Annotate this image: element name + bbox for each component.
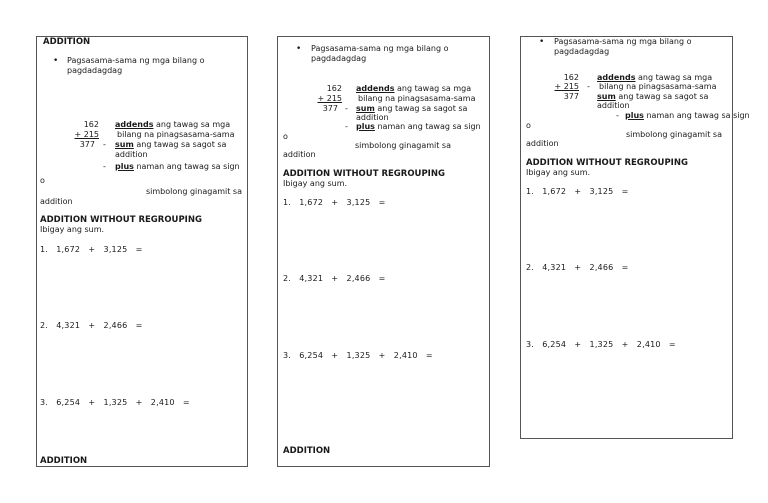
note-plus-text: naman ang tawag sa sign: [377, 122, 481, 131]
bullet-icon: •: [296, 44, 302, 54]
problem-2: 2. 4,321 + 2,466 =: [283, 274, 386, 283]
note-addends: [115, 120, 230, 130]
symbol-text: simbolong ginagamit sa: [355, 141, 451, 150]
term-plus: plus: [625, 111, 644, 120]
term-addends: addends: [597, 73, 636, 82]
dash-marker: -: [345, 122, 348, 131]
example-addend-1: 162: [326, 84, 342, 93]
addition-word: addition: [40, 197, 73, 206]
note-sum: [115, 140, 226, 150]
problem-2: 2. 4,321 + 2,466 =: [40, 321, 143, 330]
example-sum: 377: [79, 140, 95, 149]
footer-title: ADDITION: [40, 456, 88, 466]
section-heading: ADDITION WITHOUT REGROUPING: [283, 169, 445, 179]
bullet-icon: •: [539, 37, 545, 47]
symbol-text: simbolong ginagamit sa: [626, 130, 722, 139]
panel-title: ADDITION: [43, 37, 91, 47]
addition-word: addition: [283, 150, 316, 159]
bullet-icon: •: [53, 56, 59, 66]
problem-3: 3. 6,254 + 1,325 + 2,410 =: [283, 351, 433, 360]
term-plus: plus: [115, 162, 134, 171]
stray-o: o: [526, 121, 531, 130]
worksheet-panel-1: [36, 36, 248, 467]
example-sum: 377: [322, 104, 338, 113]
footer-title: ADDITION: [283, 446, 331, 456]
term-addends: addends: [356, 84, 395, 93]
dash-marker: -: [103, 140, 106, 149]
problem-3: 3. 6,254 + 1,325 + 2,410 =: [40, 398, 190, 407]
note-addends: [356, 84, 471, 94]
note-addends-text: ang tawag sa mga: [156, 120, 231, 129]
dash-marker: -: [616, 111, 619, 120]
note-sum-text: ang tawag sa sagot sa: [377, 104, 468, 113]
problem-3: 3. 6,254 + 1,325 + 2,410 =: [526, 340, 676, 349]
example-addend-2: + 215: [74, 130, 99, 139]
definition-text: Pagsasama-sama ng mga bilang o pagdadagdag: [311, 44, 449, 63]
example-addend-1: 162: [83, 120, 99, 129]
problem-2: 2. 4,321 + 2,466 =: [526, 263, 629, 272]
note-addends-line2: bilang na pinagsasama-sama: [599, 82, 717, 91]
instruction: Ibigay ang sum.: [40, 225, 105, 234]
term-plus: plus: [356, 122, 375, 131]
note-plus: [625, 111, 750, 121]
problem-1: 1. 1,672 + 3,125 =: [283, 198, 386, 207]
worksheet-panel-2: [277, 36, 490, 467]
term-sum: sum: [597, 92, 616, 101]
note-sum-text: ang tawag sa sagot sa: [618, 92, 709, 101]
note-addends-line2: bilang na pinagsasama-sama: [358, 94, 476, 103]
note-sum-line2: addition: [115, 150, 148, 159]
dash-marker: -: [345, 104, 348, 113]
section-heading: ADDITION WITHOUT REGROUPING: [40, 215, 202, 225]
note-plus: [356, 122, 481, 132]
note-sum-line2: addition: [597, 101, 630, 110]
term-sum: sum: [356, 104, 375, 113]
definition-text: Pagsasama-sama ng mga bilang o pagdadagdag: [67, 56, 205, 75]
symbol-text: simbolong ginagamit sa: [146, 187, 242, 196]
dash-marker: -: [103, 162, 106, 171]
instruction: Ibigay ang sum.: [526, 168, 591, 177]
example-addend-2: + 215: [317, 94, 342, 103]
stray-o: o: [283, 132, 288, 141]
worksheet-panel-3: [520, 36, 750, 439]
note-plus: [115, 162, 240, 172]
example-addend-2: + 215: [554, 82, 579, 91]
term-addends: addends: [115, 120, 154, 129]
note-addends-text: ang tawag sa mga: [638, 73, 713, 82]
problem-1: 1. 1,672 + 3,125 =: [40, 245, 143, 254]
problem-1: 1. 1,672 + 3,125 =: [526, 187, 629, 196]
example-sum: 377: [563, 92, 579, 101]
term-sum: sum: [115, 140, 134, 149]
note-addends-line2: bilang na pinagsasama-sama: [117, 130, 235, 139]
note-sum-text: ang tawag sa sagot sa: [136, 140, 227, 149]
note-sum-line2: addition: [356, 113, 389, 122]
addition-word: addition: [526, 139, 559, 148]
note-addends-text: ang tawag sa mga: [397, 84, 472, 93]
definition-text: Pagsasama-sama ng mga bilang o pagdadagdag: [554, 37, 692, 56]
instruction: Ibigay ang sum.: [283, 179, 348, 188]
section-heading: ADDITION WITHOUT REGROUPING: [526, 158, 688, 168]
dash-marker: -: [587, 82, 590, 91]
example-addend-1: 162: [563, 73, 579, 82]
note-plus-text: naman ang tawag sa sign: [646, 111, 750, 120]
note-plus-text: naman ang tawag sa sign: [136, 162, 240, 171]
stray-o: o: [40, 176, 45, 185]
